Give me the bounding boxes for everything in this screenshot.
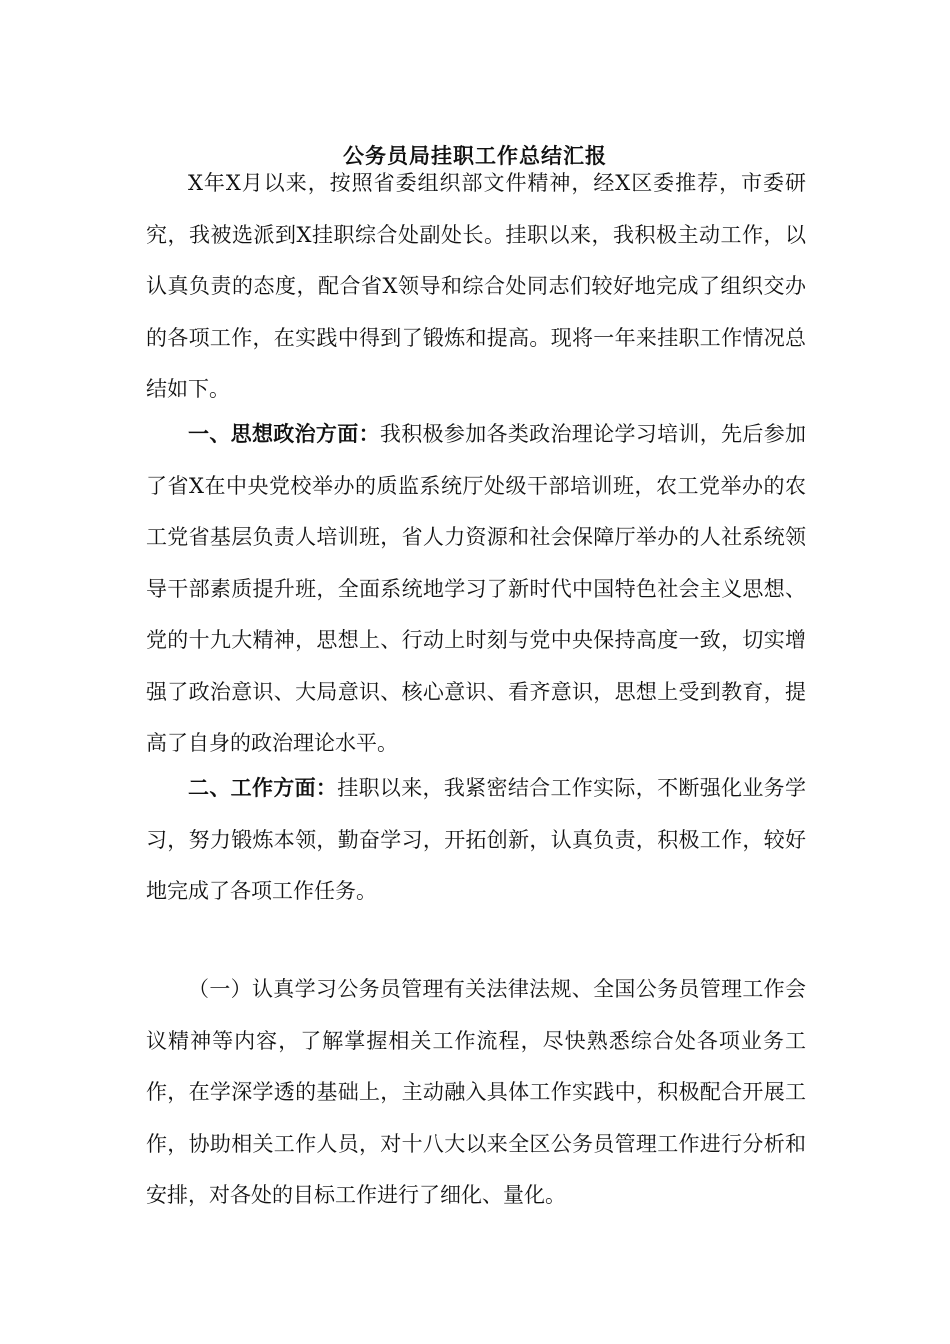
section-1-heading: 一、思想政治方面： <box>188 421 380 446</box>
document-title: 公务员局挂职工作总结汇报 <box>343 143 607 168</box>
intro-paragraph: X年X月以来，按照省委组织部文件精神，经X区委推荐，市委研究，我被选派到X挂职综合处副处长。挂职以来，我积极主动工作，以认真负责的态度，配合省X领导和综合处同志们较好地完成了组织交办的各项工作，在实践中得到了锻炼和提高。现将一年来挂职工作情况总结如下。 <box>146 171 806 401</box>
section-1-body: 我积极参加各类政治理论学习培训，先后参加了省X在中央党校举办的质监系统厅处级干部培训班，农工党举办的农工党省基层负责人培训班，省人力资源和社会保障厅举办的人社系统领导干部素质提升班，全面系统地学习了新时代中国特色社会主义思想、党的十九大精神，思想上、行动上时刻与党中央保持高度一致，切实增强了政治意识、大局意识、核心意识、看齐意识，思想上受到教育，提高了自身的政治理论水平。 <box>146 422 807 755</box>
section-2-paragraph <box>146 762 806 918</box>
section-2-heading: 二、工作方面： <box>188 775 338 800</box>
section-2-body: 挂职以来，我紧密结合工作实际，不断强化业务学习，努力锻炼本领，勤奋学习，开拓创新，认真负责，积极工作，较好地完成了各项工作任务。 <box>146 776 806 903</box>
item-1-paragraph: （一）认真学习公务员管理有关法律法规、全国公务员管理工作会议精神等内容，了解掌握相关工作流程，尽快熟悉综合处各项业务工作，在学深学透的基础上，主动融入具体工作实践中，积极配合开展工作，协助相关工作人员，对十八大以来全区公务员管理工作进行分析和安排，对各处的目标工作进行了细化、量化。 <box>146 977 806 1207</box>
section-1-paragraph <box>146 408 806 770</box>
